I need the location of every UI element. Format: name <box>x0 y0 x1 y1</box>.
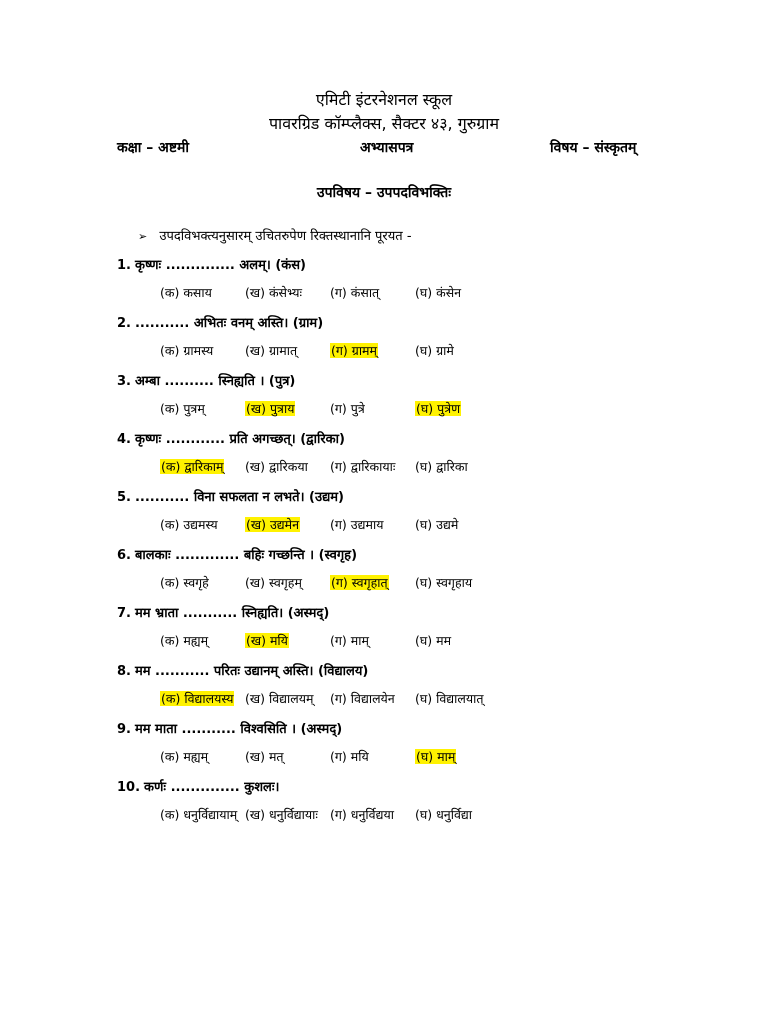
answer-option-label: (ग) माम् <box>330 633 369 648</box>
question-text: कर्णः .............. कुशलः। <box>144 780 280 795</box>
answer-option-label: (क) मह्यम् <box>160 633 209 648</box>
answer-option-label: (ग) मयि <box>330 749 369 764</box>
answer-option-label: (क) कसाय <box>160 285 212 300</box>
question-number: 2. <box>117 316 131 331</box>
answer-option-label: (घ) स्वगृहाय <box>415 575 473 590</box>
question-number: 5. <box>117 490 131 505</box>
answer-option-label: (ख) उद्यमेन <box>246 517 300 532</box>
question-number: 10. <box>117 780 141 795</box>
answer-option <box>330 748 369 765</box>
answer-option-label: (ख) पुत्राय <box>246 401 295 416</box>
school-address: पावरग्रिड कॉम्प्लैक्स, सैक्टर ४३, गुरुग्राम <box>268 114 500 133</box>
answer-option-label: (ग) धनुर्विद्यया <box>330 807 394 822</box>
answer-option-label: (ग) द्वारिकायाः <box>330 459 396 474</box>
answer-option <box>330 632 369 649</box>
answer-option-label: (क) उद्यमस्य <box>160 517 218 532</box>
question-line <box>117 313 323 331</box>
answer-option <box>415 574 472 591</box>
answer-option <box>415 516 458 533</box>
answer-option <box>415 806 472 823</box>
answer-option <box>415 400 461 417</box>
answer-option-label: (ख) ग्रामात् <box>245 343 298 358</box>
answer-option-label: (ग) कंसात् <box>330 285 380 300</box>
answer-option <box>160 690 234 707</box>
answer-option-label: (घ) विद्यालयात् <box>415 691 484 706</box>
instruction-line <box>138 226 412 244</box>
answer-option <box>160 342 213 359</box>
arrow-bullet-icon: ➢ <box>138 230 148 243</box>
answer-option <box>245 748 284 765</box>
answer-option <box>415 632 451 649</box>
question-line <box>117 487 344 505</box>
question-text: मम ........... परितः उद्यानम् अस्ति। (विद्यालय) <box>134 664 369 679</box>
question-number: 6. <box>117 548 131 563</box>
question-text: मम भ्राता ........... स्निह्यति। (अस्मद्) <box>134 606 330 621</box>
answer-option-label: (घ) कंसेन <box>415 285 462 300</box>
answer-option <box>160 574 209 591</box>
answer-option <box>245 632 289 649</box>
answer-option <box>330 806 394 823</box>
question-text: ........... विना सफलता न लभते। (उद्यम) <box>134 490 344 505</box>
answer-option <box>245 574 302 591</box>
answer-option <box>415 458 468 475</box>
answer-option-label: (घ) पुत्रेण <box>416 401 461 416</box>
answer-option-label: (क) मह्यम् <box>160 749 209 764</box>
answer-option <box>330 690 395 707</box>
school-name: एमिटी इंटरनेशनल स्कूल <box>315 90 453 109</box>
answer-option-label: (क) द्वारिकाम् <box>161 459 224 474</box>
answer-option <box>415 690 484 707</box>
answer-option-label: (ख) मयि <box>246 633 288 648</box>
question-text: कृष्णः ............ प्रति अगच्छत्। (द्वारिका) <box>134 432 345 447</box>
answer-option <box>160 458 224 475</box>
question-text: बालकाः ............. बहिः गच्छन्ति । (स्वगृह) <box>134 548 358 563</box>
question-line <box>117 429 345 447</box>
answer-option-label: (ग) स्वगृहात् <box>331 575 388 590</box>
question-number: 7. <box>117 606 131 621</box>
answer-option <box>415 748 456 765</box>
question-line <box>117 777 279 795</box>
question-text: कृष्णः .............. अलम्। (कंस) <box>134 258 306 273</box>
class-label: कक्षा – अष्टमी <box>117 140 190 156</box>
answer-option-label: (क) विद्यालयस्य <box>161 691 234 706</box>
answer-option-label: (ग) उद्यमाय <box>330 517 384 532</box>
answer-option <box>330 458 395 475</box>
answer-option <box>245 284 302 301</box>
answer-option <box>330 516 383 533</box>
answer-option <box>415 284 461 301</box>
question-number: 8. <box>117 664 131 679</box>
answer-option <box>160 284 212 301</box>
question-number: 9. <box>117 722 131 737</box>
answer-option-label: (ख) स्वगृहम् <box>245 575 302 590</box>
answer-option <box>330 400 365 417</box>
answer-option <box>330 574 389 591</box>
answer-option-label: (ख) कंसेभ्यः <box>245 285 302 300</box>
answer-option-label: (घ) मम <box>415 633 452 648</box>
answer-option <box>245 400 295 417</box>
question-text: मम माता ........... विश्वसिति । (अस्मद्) <box>134 722 343 737</box>
question-text: ........... अभितः वनम् अस्ति। (ग्राम) <box>134 316 324 331</box>
worksheet-label: अभ्यासपत्र <box>360 140 414 156</box>
answer-option-label: (क) धनुर्विद्यायाम् <box>160 807 238 822</box>
answer-option <box>245 342 297 359</box>
answer-option-label: (क) स्वगृहे <box>160 575 209 590</box>
question-line <box>117 661 368 679</box>
answer-option <box>160 748 208 765</box>
answer-option <box>160 632 208 649</box>
answer-option-label: (क) ग्रामस्य <box>160 343 214 358</box>
answer-option-label: (ख) धनुर्विद्यायाः <box>245 807 318 822</box>
answer-option-label: (क) पुत्रम् <box>160 401 205 416</box>
question-text: अम्बा .......... स्निह्यति । (पुत्र) <box>134 374 296 389</box>
answer-option <box>330 342 378 359</box>
answer-option-label: (घ) उद्यमे <box>415 517 459 532</box>
answer-option-label: (घ) द्वारिका <box>415 459 468 474</box>
answer-option <box>415 342 454 359</box>
answer-option-label: (घ) माम् <box>416 749 456 764</box>
answer-option-label: (ग) पुत्रे <box>330 401 365 416</box>
question-line <box>117 603 329 621</box>
answer-option <box>330 284 379 301</box>
question-line <box>117 719 342 737</box>
question-line <box>117 545 357 563</box>
instruction-text: उपदविभक्त्यनुसारम् उचितरुपेण रिक्तस्थानानि पूरयत - <box>159 229 412 244</box>
question-number: 1. <box>117 258 131 273</box>
answer-option-label: (घ) ग्रामे <box>415 343 454 358</box>
answer-option-label: (ग) ग्रामम् <box>331 343 378 358</box>
answer-option-label: (ख) विद्यालयम् <box>245 691 314 706</box>
answer-option-label: (ख) द्वारिकया <box>245 459 308 474</box>
subject-label: विषय – संस्कृतम् <box>550 140 637 156</box>
subtopic-heading: उपविषय – उपपदविभक्तिः <box>316 185 452 201</box>
answer-option-label: (ग) विद्यालयेन <box>330 691 395 706</box>
answer-option <box>245 806 318 823</box>
answer-option-label: (घ) धनुर्विद्या <box>415 807 473 822</box>
answer-option <box>160 806 237 823</box>
answer-option-label: (ख) मत् <box>245 749 284 764</box>
answer-option <box>160 516 218 533</box>
answer-option <box>245 458 308 475</box>
question-line <box>117 255 306 273</box>
question-number: 3. <box>117 374 131 389</box>
question-line <box>117 371 295 389</box>
answer-option <box>245 690 313 707</box>
answer-option <box>245 516 300 533</box>
answer-option <box>160 400 205 417</box>
question-number: 4. <box>117 432 131 447</box>
